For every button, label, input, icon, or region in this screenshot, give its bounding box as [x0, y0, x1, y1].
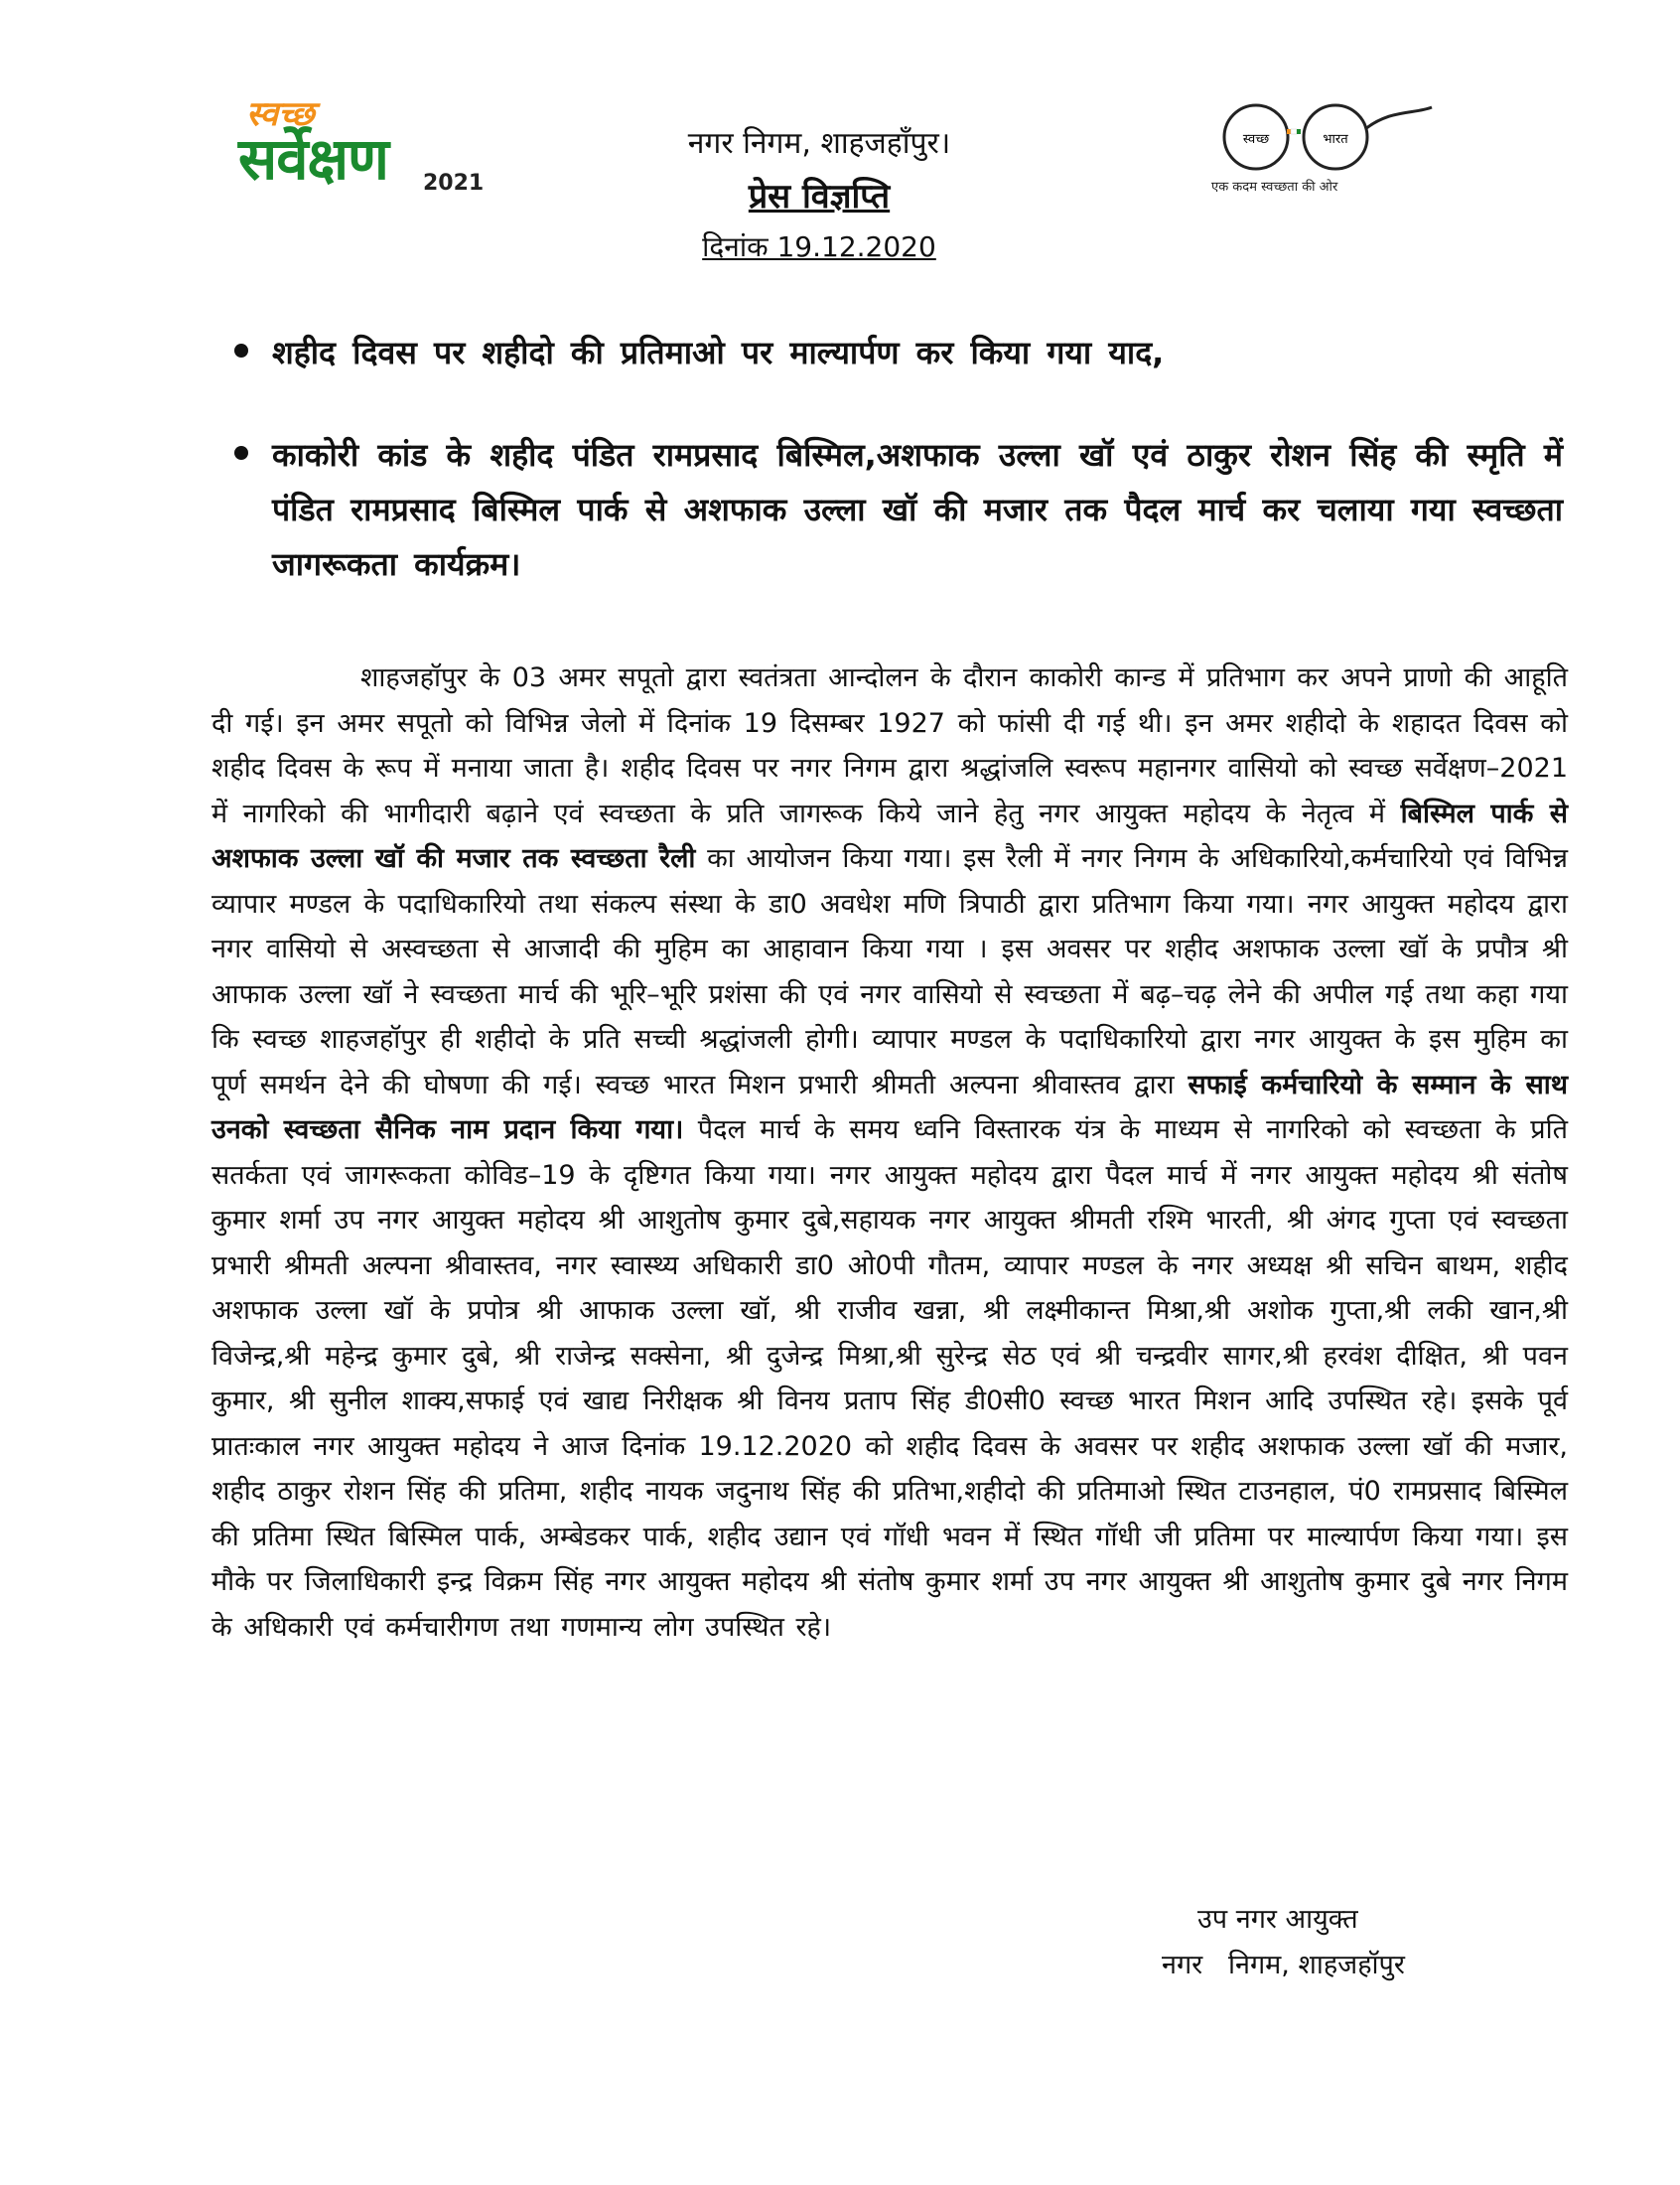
logo-word-swachh: स्वच्छ	[246, 94, 315, 134]
logo-word-left: स्वच्छ	[1242, 132, 1270, 147]
signature-block	[1162, 1897, 1405, 1988]
swachh-survekshan-logo	[238, 89, 496, 199]
body-bold-segment: सफाई कर्मचारियो के सम्मान के साथ उनको स्वच्छता सैनिक नाम प्रदान किया गया।	[211, 1069, 1568, 1145]
logo-word-right: भारत	[1323, 132, 1348, 147]
press-release-body	[211, 656, 1568, 1650]
body-segment: शाहजहॉपुर के 03 अमर सपूतो द्वारा स्वतंत्रता आन्दोलन के दौरान काकोरी कान्ड में प्रतिभाग कर अपने प्राणो की आहूति दी गई। इन अमर सपूतो को विभिन्न जेलो में दिनांक 19 दिसम्बर 1927 को फांसी दी गई थी। इन अमर शहीदो के शहादत दिवस को शहीद दिवस के रूप में मनाया जाता है। शहीद दिवस पर नगर निगम द्वारा श्रद्धांजलि स्वरूप महानगर वासियो को स्वच्छ सर्वेक्षण–2021 में नागरिको की भागीदारी बढ़ाने एवं स्वच्छता के प्रति जागरूक किये जाने हेतु नगर आयुक्त महोदय के नेतृत्व में	[211, 662, 1568, 829]
logo-tagline: एक कदम स्वच्छता की ओर	[1211, 180, 1338, 195]
logo-word-survekshan: सर्वेक्षण	[238, 125, 388, 193]
list-item	[234, 428, 1565, 592]
body-bold-segment: बिस्मिल पार्क से अशफाक उल्ला खॉ की मजार तक स्वच्छता रैली	[211, 798, 1569, 874]
headline-bullets	[234, 326, 1565, 640]
body-paragraph	[211, 656, 1568, 1650]
signatory-designation: उप नगर आयुक्त	[1197, 1904, 1358, 1935]
body-segment: पैदल मार्च के समय ध्वनि विस्तारक यंत्र के माध्यम से नागरिको को स्वच्छता के प्रति सतर्कता एवं जागरूकता कोविड–19 के दृष्टिगत किया गया। नगर आयुक्त महोदय द्वारा पैदल मार्च में नगर आयुक्त महोदय श्री संतोष कुमार शर्मा उप नगर आयुक्त महोदय श्री आशुतोष कुमार दुबे,सहायक नगर आयुक्त श्रीमती रश्मि भारती, श्री अंगद गुप्ता एवं स्वच्छता प्रभारी श्रीमती अल्पना श्रीवास्तव, नगर स्वास्थ्य अधिकारी डा0 ओ0पी गौतम, व्यापार मण्डल के नगर अध्यक्ष श्री सचिन बाथम, शहीद अशफाक उल्ला खॉ के प्रपोत्र श्री आफाक उल्ला खॉ, श्री राजीव खन्ना, श्री लक्ष्मीकान्त मिश्रा,श्री अशोक गुप्ता,श्री लकी खान,श्री विजेन्द्र,श्री महेन्द्र कुमार दुबे, श्री राजेन्द्र सक्सेना, श्री दुजेन्द्र मिश्रा,श्री सुरेन्द्र सेठ एवं श्री चन्द्रवीर सागर,श्री हरवंश दीक्षित, श्री पवन कुमार, श्री सुनील शाक्य,सफाई एवं खाद्य निरीक्षक श्री विनय प्रताप सिंह डी0सी0 स्वच्छ भारत मिशन आदि उपस्थित रहे। इसके पूर्व प्रातःकाल नगर आयुक्त महोदय ने आज दिनांक 19.12.2020 को शहीद दिवस के अवसर पर शहीद अशफाक उल्ला खॉ की मजार, शहीद ठाकुर रोशन सिंह की प्रतिमा, शहीद नायक जदुनाथ सिंह की प्रतिभा,शहीदो की प्रतिमाओ स्थित टाउनहाल, पं0 रामप्रसाद बिस्मिल की प्रतिमा स्थित बिस्मिल पार्क, अम्बेडकर पार्क, शहीद उद्यान एवं गॉधी भवन में स्थित गॉधी जी प्रतिमा पर माल्यार्पण किया गया। इस मौके पर जिलाधिकारी इन्द्र विक्रम सिंह नगर आयुक्त महोदय श्री संतोष कुमार शर्मा उप नगर आयुक्त श्री आशुतोष कुमार दुबे नगर निगम के अधिकारी एवं कर्मचारीगण तथा गणमान्य लोग उपस्थित रहे।	[211, 1114, 1568, 1643]
swachh-bharat-logo	[1201, 99, 1440, 199]
bullet-icon	[234, 344, 248, 358]
organization-line: नगर निगम, शाहजहाँपुर।	[687, 126, 951, 161]
spectacles-icon	[1201, 99, 1440, 179]
bullet-icon	[234, 446, 248, 460]
signatory-office: नगर निगम, शाहजहॉपुर	[1162, 1950, 1405, 1980]
page-title: प्रेस विज्ञप्ति	[748, 177, 891, 217]
bullet-text: शहीद दिवस पर शहीदो की प्रतिमाओ पर माल्यार्पण कर किया गया याद,	[272, 334, 1165, 371]
header-title-block	[635, 121, 1003, 265]
body-segment: का आयोजन किया गया। इस रैली में नगर निगम के अधिकारियो,कर्मचारियो एवं विभिन्न व्यापार मण्डल के पदाधिकारियो तथा संकल्प संस्था के डा0 अवधेश मणि त्रिपाठी द्वारा प्रतिभाग किया गया। नगर आयुक्त महोदय द्वारा नगर वासियो से अस्वच्छता से आजादी की मुहिम का आहावान किया गया । इस अवसर पर शहीद अशफाक उल्ला खॉ के प्रपौत्र श्री आफाक उल्ला खॉ ने स्वच्छता मार्च की भूरि–भूरि प्रशंसा की एवं नगर वासियो से स्वच्छता में बढ़–चढ़ लेने की अपील गई तथा कहा गया कि स्वच्छ शाहजहॉपुर ही शहीदो के प्रति सच्ची श्रद्धांजली होगी। व्यापार मण्डल के पदाधिकारियो द्वारा नगर आयुक्त के इस मुहिम का पूर्ण समर्थन देने की घोषणा की गई। स्वच्छ भारत मिशन प्रभारी श्रीमती अल्पना श्रीवास्तव द्वारा	[211, 843, 1568, 1100]
logo-year: 2021	[423, 171, 485, 196]
bullet-text: काकोरी कांड के शहीद पंडित रामप्रसाद बिस्मिल,अशफाक उल्ला खॉ एवं ठाकुर रोशन सिंह की स्मृति में पंडित रामप्रसाद बिस्मिल पार्क से अशफाक उल्ला खॉ की मजार तक पैदल मार्च कर चलाया गया स्वच्छता जागरूकता कार्यक्रम।	[272, 436, 1563, 583]
date-line: दिनांक 19.12.2020	[702, 230, 936, 263]
list-item	[234, 326, 1565, 380]
